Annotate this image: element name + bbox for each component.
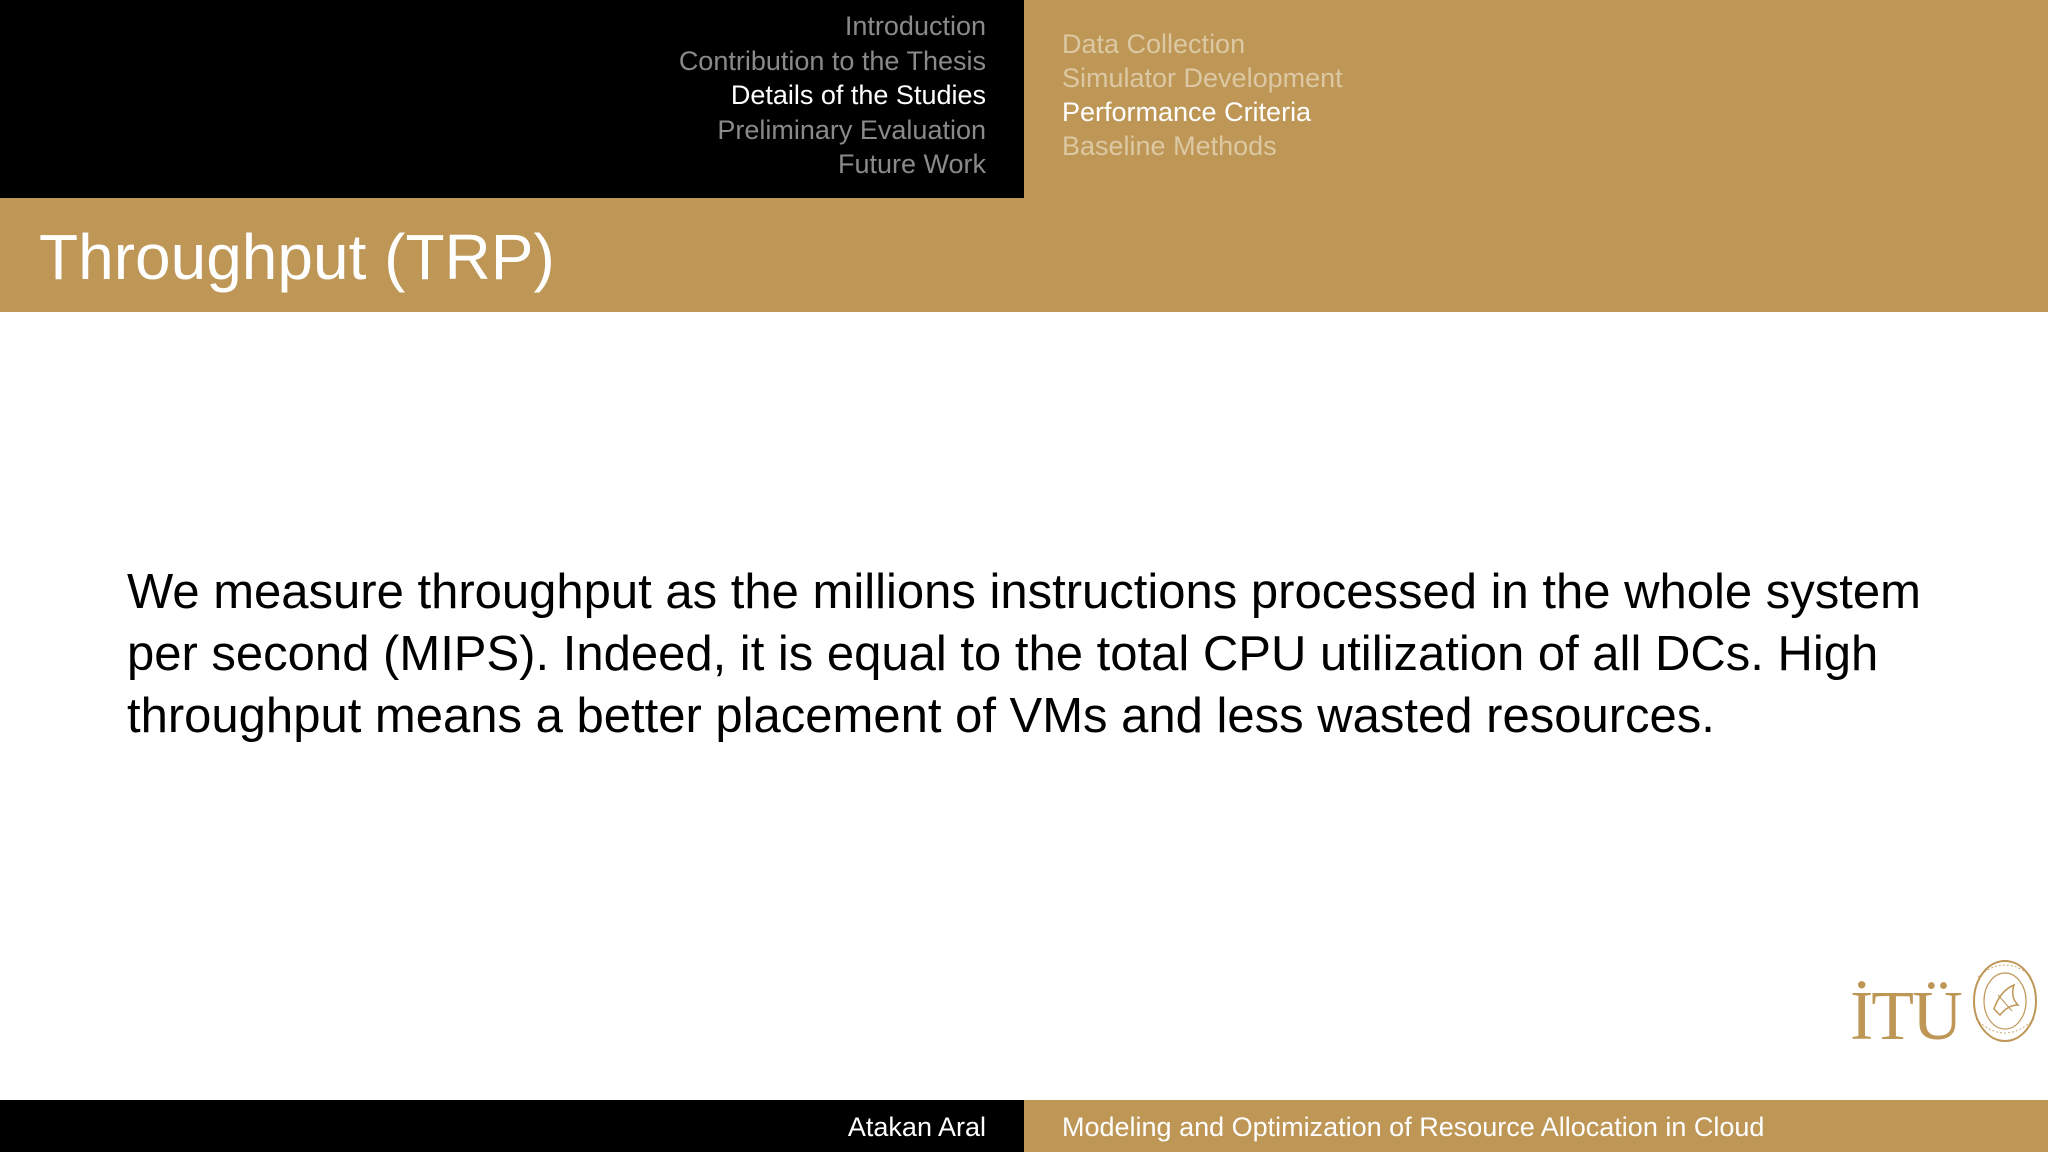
itu-logo xyxy=(1850,955,2040,1055)
nav-subsection-performance-criteria[interactable]: Performance Criteria xyxy=(1062,97,1312,127)
subsection-nav-list xyxy=(1062,27,1343,163)
section-nav-list xyxy=(679,9,986,182)
footer-presentation-title: Modeling and Optimization of Resource Allocation in Cloud xyxy=(1062,1112,1765,1142)
nav-section-contribution[interactable]: Contribution to the Thesis xyxy=(678,45,986,76)
section-navigation-panel xyxy=(0,0,1024,198)
frame-title-bar xyxy=(0,198,2048,312)
subsection-navigation-panel xyxy=(1024,0,2048,198)
footer-author: Atakan Aral xyxy=(847,1112,986,1142)
itu-seal-icon xyxy=(1970,955,2040,1045)
nav-section-introduction[interactable]: Introduction xyxy=(844,11,986,41)
nav-section-details-of-studies[interactable]: Details of the Studies xyxy=(730,80,986,110)
frame-body-text: We measure throughput as the millions instructions processed in the whole system per second (MIPS). Indeed, it is equal to the total CPU utilization of all DCs. High throughput means a better placement of VMs and less wasted resources. xyxy=(127,565,1921,743)
itu-logo-text: İTÜ xyxy=(1850,978,1961,1055)
frame-title: Throughput (TRP) xyxy=(39,221,555,293)
footer-author-panel xyxy=(0,1100,1024,1152)
nav-section-preliminary-evaluation[interactable]: Preliminary Evaluation xyxy=(717,114,986,145)
footer-title-panel xyxy=(1024,1100,2048,1152)
nav-subsection-simulator-development[interactable]: Simulator Development xyxy=(1062,63,1343,93)
nav-section-future-work[interactable]: Future Work xyxy=(837,149,986,179)
nav-subsection-data-collection[interactable]: Data Collection xyxy=(1062,29,1246,59)
nav-subsection-baseline-methods[interactable]: Baseline Methods xyxy=(1062,131,1277,161)
